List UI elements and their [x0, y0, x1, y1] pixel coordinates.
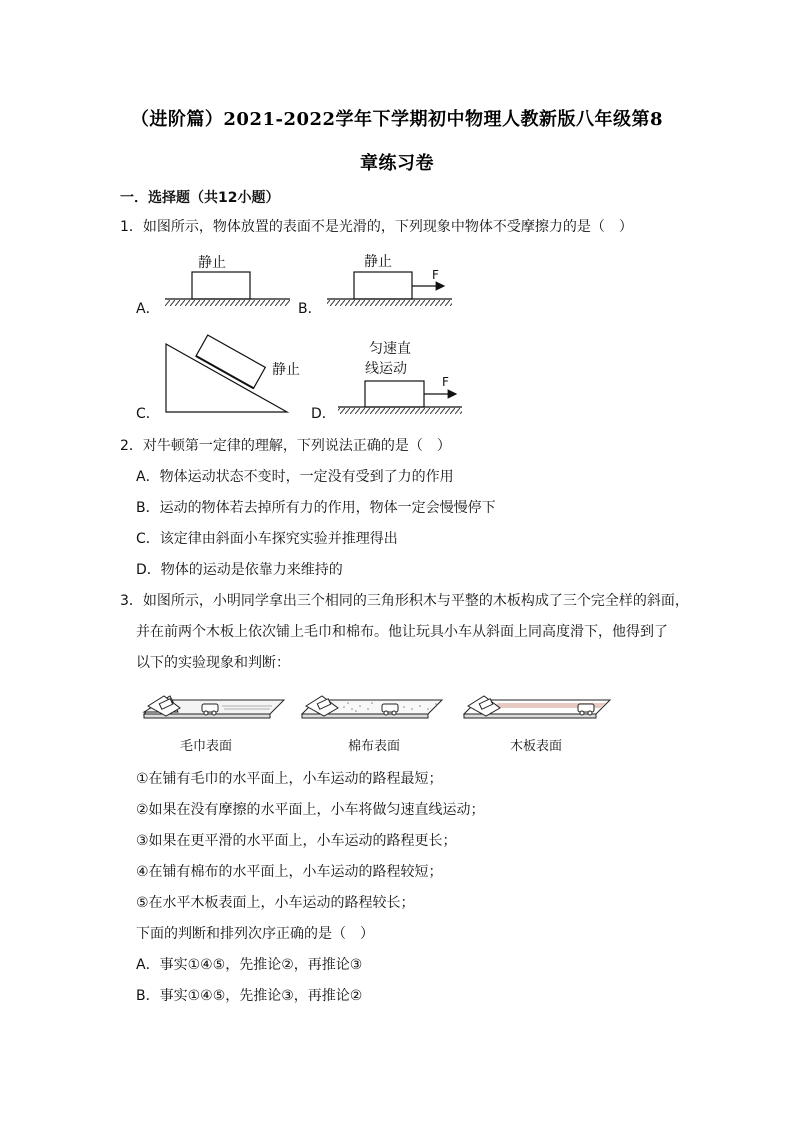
- q2-option-d: D．物体的运动是依靠力来维持的: [136, 562, 343, 578]
- q3-statement-1: ①在铺有毛巾的水平面上，小车运动的路程最短；: [136, 771, 443, 787]
- q1-option-a-label: A．: [136, 301, 160, 317]
- q3-figure-wood: [464, 696, 610, 718]
- q2-option-a: A．物体运动状态不变时，一定没有受到了力的作用: [136, 469, 454, 485]
- page-title-line-1: （进阶篇）2021-2022学年下学期初中物理人教新版八年级第8: [130, 109, 664, 130]
- q3-statement-3: ③如果在更平滑的水平面上，小车运动的路程更长；: [136, 833, 457, 849]
- q2-stem: 2．对牛顿第一定律的理解，下列说法正确的是（ ）: [120, 438, 451, 454]
- ground-hatch: [338, 408, 462, 414]
- q1-option-c-label: C．: [136, 406, 160, 422]
- ground-hatch: [165, 300, 290, 306]
- q3-figure-cotton: [302, 696, 442, 718]
- q3-statement-2: ②如果在没有摩擦的水平面上，小车将做匀速直线运动；: [136, 802, 485, 818]
- block: [365, 381, 424, 407]
- block: [354, 272, 412, 299]
- q2-option-b: B．运动的物体若去掉所有力的作用，物体一定会慢慢停下: [136, 500, 496, 516]
- block: [192, 272, 250, 299]
- q1-option-b-label: B．: [298, 301, 322, 317]
- q3-figure-label-towel: 毛巾表面: [180, 739, 233, 754]
- q2-option-c: C．该定律由斜面小车探究实验并推理得出: [136, 531, 398, 547]
- q3-stem-2: 并在前两个木板上依次铺上毛巾和棉布。他让玩具小车从斜面上同高度滑下，他得到了: [136, 624, 668, 640]
- fig-d-force-label: F: [442, 375, 449, 389]
- q3-question: 下面的判断和排列次序正确的是（ ）: [136, 926, 374, 942]
- fig-d-state-label-1: 匀速直: [369, 341, 411, 357]
- fig-b-state-label: 静止: [364, 254, 392, 270]
- q3-option-b: B．事实①④⑤，先推论③，再推论②: [136, 988, 363, 1004]
- q1-option-d-label: D．: [311, 406, 336, 422]
- fig-c-state-label: 静止: [272, 362, 300, 378]
- q1-figure-d: [338, 340, 462, 414]
- q3-figure-label-cotton: 棉布表面: [348, 739, 401, 754]
- q1-stem: 1．如图所示，物体放置的表面不是光滑的，下列现象中物体不受摩擦力的是（ ）: [120, 219, 633, 235]
- ground-hatch: [327, 300, 452, 306]
- q3-statement-4: ④在铺有棉布的水平面上，小车运动的路程较短；: [136, 864, 443, 880]
- q1-figure-a: [165, 255, 290, 306]
- page-title-line-2: 章练习卷: [360, 153, 434, 174]
- q3-figure-towel: [144, 696, 284, 718]
- q3-option-a: A．事实①④⑤，先推论②，再推论③: [136, 957, 363, 973]
- q1-figure-b: [327, 254, 452, 306]
- q1-figure-c: [166, 335, 300, 412]
- q3-statement-5: ⑤在水平木板表面上，小车运动的路程较长；: [136, 895, 415, 911]
- q3-stem-3: 以下的实验现象和判断：: [136, 655, 290, 671]
- q3-stem-1: 3．如图所示，小明同学拿出三个相同的三角形积木与平整的木板构成了三个完全样的斜面，: [120, 593, 689, 609]
- fig-b-force-label: F: [432, 268, 439, 282]
- q3-figure-label-wood: 木板表面: [510, 739, 563, 754]
- section-heading: 一．选择题（共12小题）: [120, 190, 280, 206]
- fig-d-state-label-2: 线运动: [365, 361, 407, 377]
- fig-a-state-label: 静止: [198, 255, 226, 271]
